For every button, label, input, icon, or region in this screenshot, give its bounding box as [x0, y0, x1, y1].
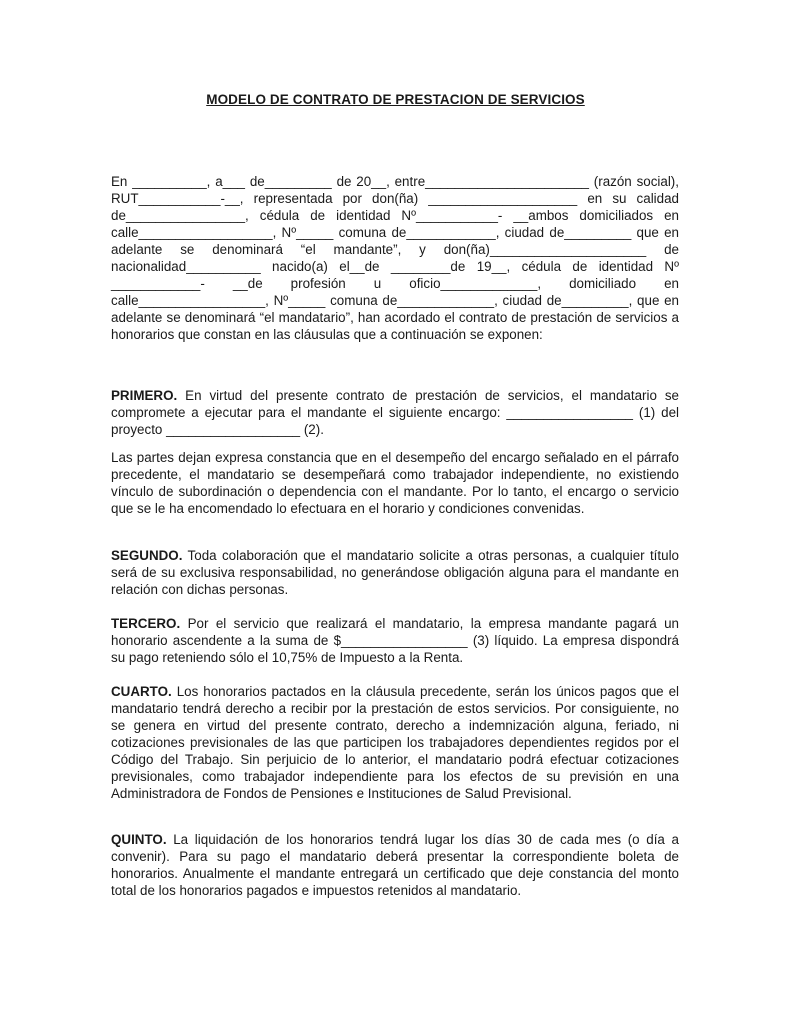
- clause-primero-continuation: Las partes dejan expresa constancia que en el desempeño del encargo señalado en el párrafo precedente, el mandatario se desempeñará como trabajador independiente, no existiendo vínculo de subordinación o dependencia con el mandante. Por lo tanto, el encargo o servicio que se le ha encomendado lo efectuara en el horario y condiciones convenidas.: [111, 450, 683, 516]
- clause-primero: [111, 387, 683, 438]
- clause-primero-heading: PRIMERO.: [111, 388, 178, 403]
- clause-tercero-heading: TERCERO.: [111, 616, 181, 631]
- clause-tercero: [111, 615, 683, 666]
- clause-quinto-text: La liquidación de los honorarios tendrá lugar los días 30 de cada mes (o día a convenir). Para su pago el mandatario deberá presentar la correspondiente boleta de honorarios. Anualmente el mandante entregará un certificado que deje constancia del monto total de los honorarios pagados e impuestos retenidos al mandatario.: [111, 832, 683, 898]
- clause-segundo: [111, 547, 683, 598]
- clause-cuarto-text: Los honorarios pactados en la cláusula precedente, serán los únicos pagos que el mandatario tendrá derecho a recibir por la prestación de estos servicios. Por consiguiente, no se genera en virtud del presente contrato, derecho a indemnización alguna, feriado, ni cotizaciones previsionales de las que participen los trabajadores dependientes regidos por el Código del Trabajo. Sin perjuicio de lo anterior, el mandatario podrá efectuar cotizaciones previsionales, como trabajador independiente para los efectos de su previsión en una Administradora de Fondos de Pensiones e Instituciones de Salud Previsional.: [111, 684, 683, 801]
- clause-cuarto-heading: CUARTO.: [111, 684, 172, 699]
- clause-primero-text: En virtud del presente contrato de prestación de servicios, el mandatario se compromete a ejecutar para el mandante el siguiente encargo: _________________ (1) del proyecto __________________ (2).: [111, 388, 683, 437]
- document-title: MODELO DE CONTRATO DE PRESTACION DE SERVICIOS: [206, 92, 585, 107]
- clause-cuarto: [111, 683, 683, 802]
- clause-tercero-text: Por el servicio que realizará el mandatario, la empresa mandante pagará un honorario ascendente a la suma de $_________________ (3) líquido. La empresa dispondrá su pago reteniendo sólo el 10,75% de Impuesto a la Renta.: [111, 616, 683, 665]
- clause-segundo-text: Toda colaboración que el mandatario solicite a otras personas, a cualquier título será de su exclusiva responsabilidad, no generándose obligación alguna para el mandante en relación con dichas personas.: [111, 548, 683, 597]
- intro-paragraph: En __________, a___ de_________ de 20__, entre______________________ (razón social), RUT___________-__, representada por don(ña) ____________________ en su calidad de________________, cédula de identidad Nº___________- __ambos domiciliados en calle__________________, Nº_____ comuna de____________, ciudad de_________ que en adelante se denominará “el mandante”, y don(ña)_____________________ de nacionalidad__________ nacido(a) el__de ________de 19__, cédula de identidad Nº ____________- __de profesión u oficio_____________, domiciliado en calle_________________, Nº_____ comuna de_____________, ciudad de_________, que en adelante se denominará “el mandatario”, han acordado el contrato de prestación de servicios a honorarios que constan en las cláusulas que a continuación se exponen:: [111, 174, 683, 342]
- clause-segundo-heading: SEGUNDO.: [111, 548, 183, 563]
- clause-quinto: [111, 831, 683, 899]
- clause-quinto-heading: QUINTO.: [111, 832, 167, 847]
